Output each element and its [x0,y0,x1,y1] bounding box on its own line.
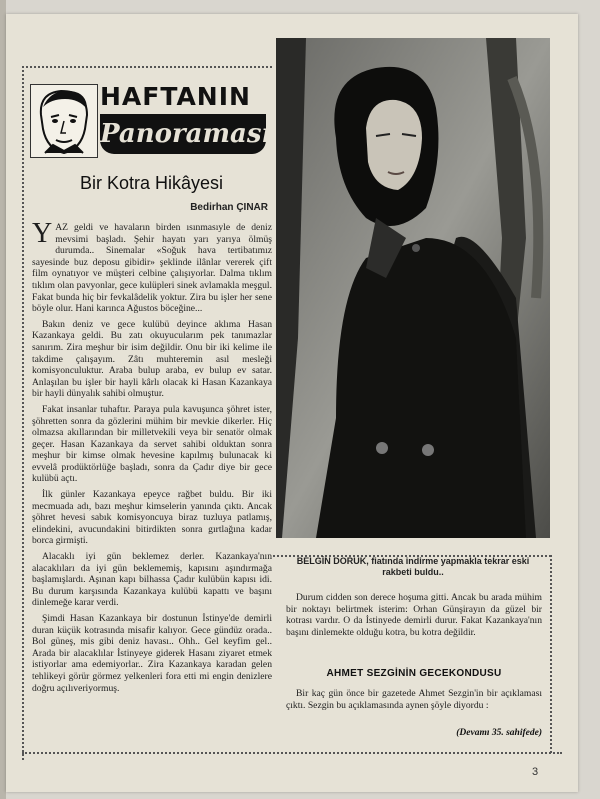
section2-body [286,688,542,724]
photo-belgin-doruk [276,38,550,538]
paragraph: Bir kaç gün önce bir gazetede Ahmet Sezgin'in bir açıklaması çıktı. Sezgin bu açıklamasında aynen şöyle diyordu : [286,688,542,711]
paragraph: Şimdi Hasan Kazankaya bir dostunun İstinye'de demirli duran küçük kotrasında misafir kalıyor. Gece gündüz orada.. Bol güneş, mis gibi deniz havası.. Ohh.. Gel keyfim gel.. Arada bir alacaklılar İstinyeye giderek Hasanı ziyaret etmek istiyorlar ama edemiyorlar.. Zira Kazankaya karadan gelen tehlikeyi görür görmez yelkenleri fora etti mi engin denizlere doğru açılıveriyormuş. [32,613,272,694]
page-number: 3 [532,766,539,778]
dotted-frame-bottom [22,752,562,754]
article-column-1 [32,222,272,750]
columnist-caricature [30,84,98,158]
paragraph: YAZ geldi ve havaların birden ısınmasıyle de deniz mevsimi başladı. Şehir hayatı yarı yarıya ölmüş durumda.. Sinemalar «Soğuk hava tertibatımız sayesinde buz deposu gibidir» şeklinde ilânlar vererek çift film oynatıyor ve müşteri celbine çalışıyorlar. Dalma tıklım tıklım olan pavyonlar, gece kulüpleri sinek avlamakla meşgul. Fakat bunda hiç bir fevkalâdelik yoktur. Zira bu işler her sene böyle olur. Hani karınca Ağustos böceğine... [32,222,272,315]
paragraph: Durum cidden son derece hoşuma gitti. Ancak bu arada mühim bir noktayı belirtmek isterim: Orhan Günşirayın da güzel bir kotrası vardır. O da İstinyede demirli durur. Fakat Kazankaya'nın başını dinlemekte olduğu kotra, bu kotra değildir. [286,592,542,638]
photo-caption: BELGİN DORUK, fiatında indirme yapmakla tekrar eski rakbeti buldu.. [296,556,530,577]
article-column-2 [286,592,542,662]
drop-cap: Y [32,222,53,249]
paragraph: İlk günler Kazankaya epeyce rağbet buldu. Bir iki mecmuada adı, bazı meşhur kimselerin yanında çıktı. Ancak şöhret hevesi sabık komisyoncuya biraz tuzluya patlamış, elindekini, avucundakini bitirdikten sonra gırtlağına kadar borca girmişti. [32,489,272,547]
section-heading: AHMET SEZGİNİN GECEKONDUSU [326,668,502,679]
continued-note: (Devamı 35. sahifede) [456,728,542,738]
byline: Bedirhan ÇINAR [190,202,268,213]
paragraph: Bakın deniz ve gece kulübü deyince aklıma Hasan Kazankaya geldi. Bu zatı okuyucularım pek tanımazlar sanırım. Zira meşhur bir isim değildir. Onu bir iki kelime ile takdime çalışayım. Zâtı muhteremin asıl mesleği komisyonculuktur. Araba bulup araba, ev bulup ev satar. Anlaşılan bu işler bir hayli kârlı olacak ki Hasan Kazankaya bir hayli dünyalık sahibi olmuştur. [32,318,272,400]
article-title: Bir Kotra Hikâyesi [80,173,224,193]
paragraph: Alacaklı iyi gün beklemez derler. Kazankaya'nın alacaklıları da iyi gün beklememiş, kapısını aşındırmağa başlamışlardı. Aşınan kapı bilhassa Çadır kulübün kapısı idi. Bu durum karşısında Kazankaya kulübü kapattı ve başını dinlemeğe karar verdi. [32,551,272,609]
header-title: HAFTANIN [100,82,251,111]
dotted-frame-right [550,555,552,753]
header-panorama: Panoraması [100,114,266,154]
paragraph: Fakat insanlar tuhaftır. Paraya pula kavuşunca şöhret ister, şöhretten sonra da gözlerini mühim bir mevkie dikerler. Hiç olmazsa akıllarından bir milletvekili veya bir senatör olmak geçer. Hasan Kazankaya da servet sahibi olduktan sonra meşhur bir kimse olmak hevesine kapılmış bulunacak ki evvelâ prodüktörlüğe başladı, sonra da Çadır diye bir gece kulübü açtı. [32,403,272,485]
